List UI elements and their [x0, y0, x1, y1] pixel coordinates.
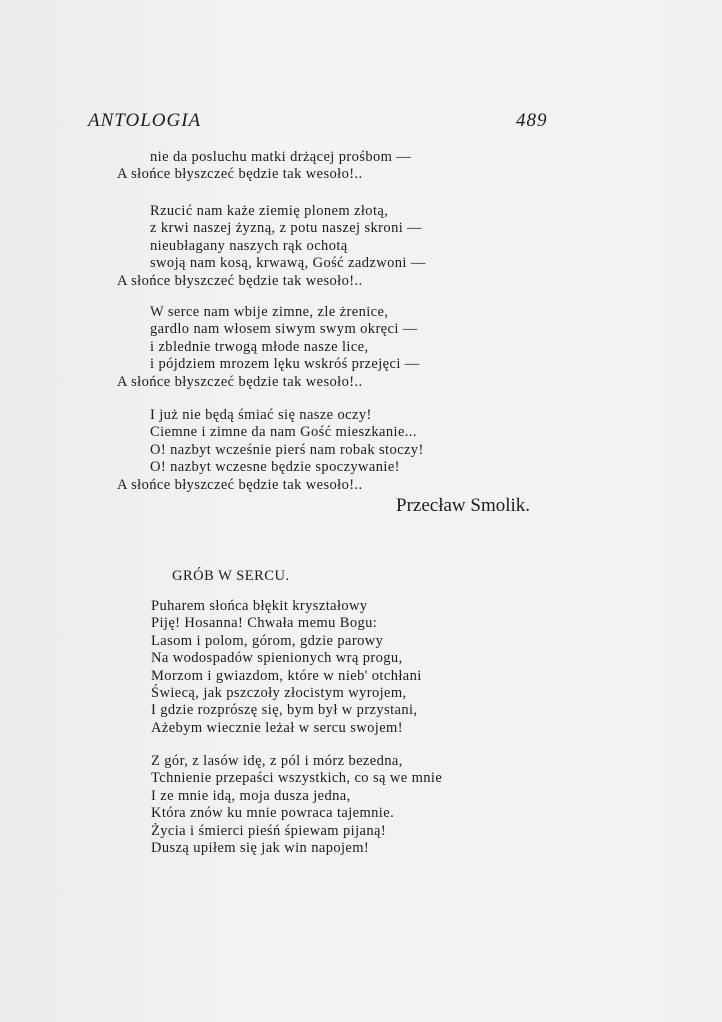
verse-line: i zblednie trwogą młode nasze lice, [150, 338, 369, 355]
poem-title: GRÓB W SERCU. [172, 568, 290, 584]
verse-line: A słońce błyszczeć będzie tak wesoło!.. [117, 373, 363, 390]
verse-line: z krwi naszej żyzną, z potu naszej skroni — [150, 220, 423, 237]
stanza [151, 598, 422, 737]
verse-line: A słońce błyszczeć będzie tak wesoło!.. [117, 476, 363, 493]
page-number: 489 [516, 110, 548, 131]
verse-line: A słońce błyszczeć będzie tak wesoło!.. [117, 272, 363, 289]
verse-line: Na wodospadów spienionych wrą progu, [151, 650, 403, 667]
author-signature: Przecław Smolik. [396, 495, 531, 516]
stanza [117, 203, 426, 290]
verse-line: Morzom i gwiazdom, które w nieb' otchłani [151, 667, 422, 684]
verse-line: Z gór, z lasów idę, z pól i mórz bezedna, [151, 753, 403, 769]
verse-line: Która znów ku mnie powraca tajemnie. [151, 805, 395, 822]
verse-line: Piję! Hosanna! Chwała memu Bogu: [151, 615, 378, 632]
verse-line: nieubłagany naszych rąk ochotą [150, 237, 348, 254]
stanza [117, 149, 411, 184]
verse-line: Tchnienie przepaści wszystkich, co są we mnie [151, 770, 443, 787]
verse-line: Ciemne i zimne da nam Gość mieszkanie... [150, 424, 417, 441]
verse-line: A słońce błyszczeć będzie tak wesoło!.. [117, 166, 363, 183]
stanza [151, 753, 442, 857]
verse-line: I gdzie rozprószę się, bym był w przystani, [151, 702, 418, 719]
verse-line: I już nie będą śmiać się nasze oczy! [150, 407, 372, 423]
verse-line: Świecą, jak pszczoły złocistym wyrojem, [151, 685, 407, 702]
verse-line: gardlo nam włosem siwym swym okręci — [150, 321, 418, 338]
verse-line: W serce nam wbije zimne, zle żrenice, [150, 304, 389, 320]
verse-line: Duszą upiłem się jak win napojem! [151, 840, 370, 857]
verse-line: swoją nam kosą, krwawą, Gość zadzwoni — [150, 255, 426, 272]
verse-line: Rzucić nam każe ziemię plonem złotą, [150, 203, 389, 219]
verse-line: I ze mnie idą, moja dusza jedna, [151, 787, 351, 804]
verse-line: Lasom i polom, górom, gdzie parowy [151, 632, 384, 649]
running-title: ANTOLOGIA [88, 110, 202, 131]
verse-line: i pójdziem mrozem lęku wskróś przejęci — [150, 356, 420, 373]
stanza [117, 407, 424, 494]
verse-line: O! nazbyt wcześnie pierś nam robak stoczy! [150, 441, 424, 458]
verse-line: Puharem słońca błękit kryształowy [151, 598, 368, 614]
stanza [117, 304, 420, 391]
verse-line: Ażebym wiecznie leżał w sercu swojem! [151, 719, 403, 736]
verse-line: O! nazbyt wczesne będzie spoczywanie! [150, 459, 400, 476]
verse-line: Życia i śmierci pieśń śpiewam pijaną! [151, 822, 387, 839]
verse-line: nie da posluchu matki drżącej prośbom — [150, 149, 412, 165]
